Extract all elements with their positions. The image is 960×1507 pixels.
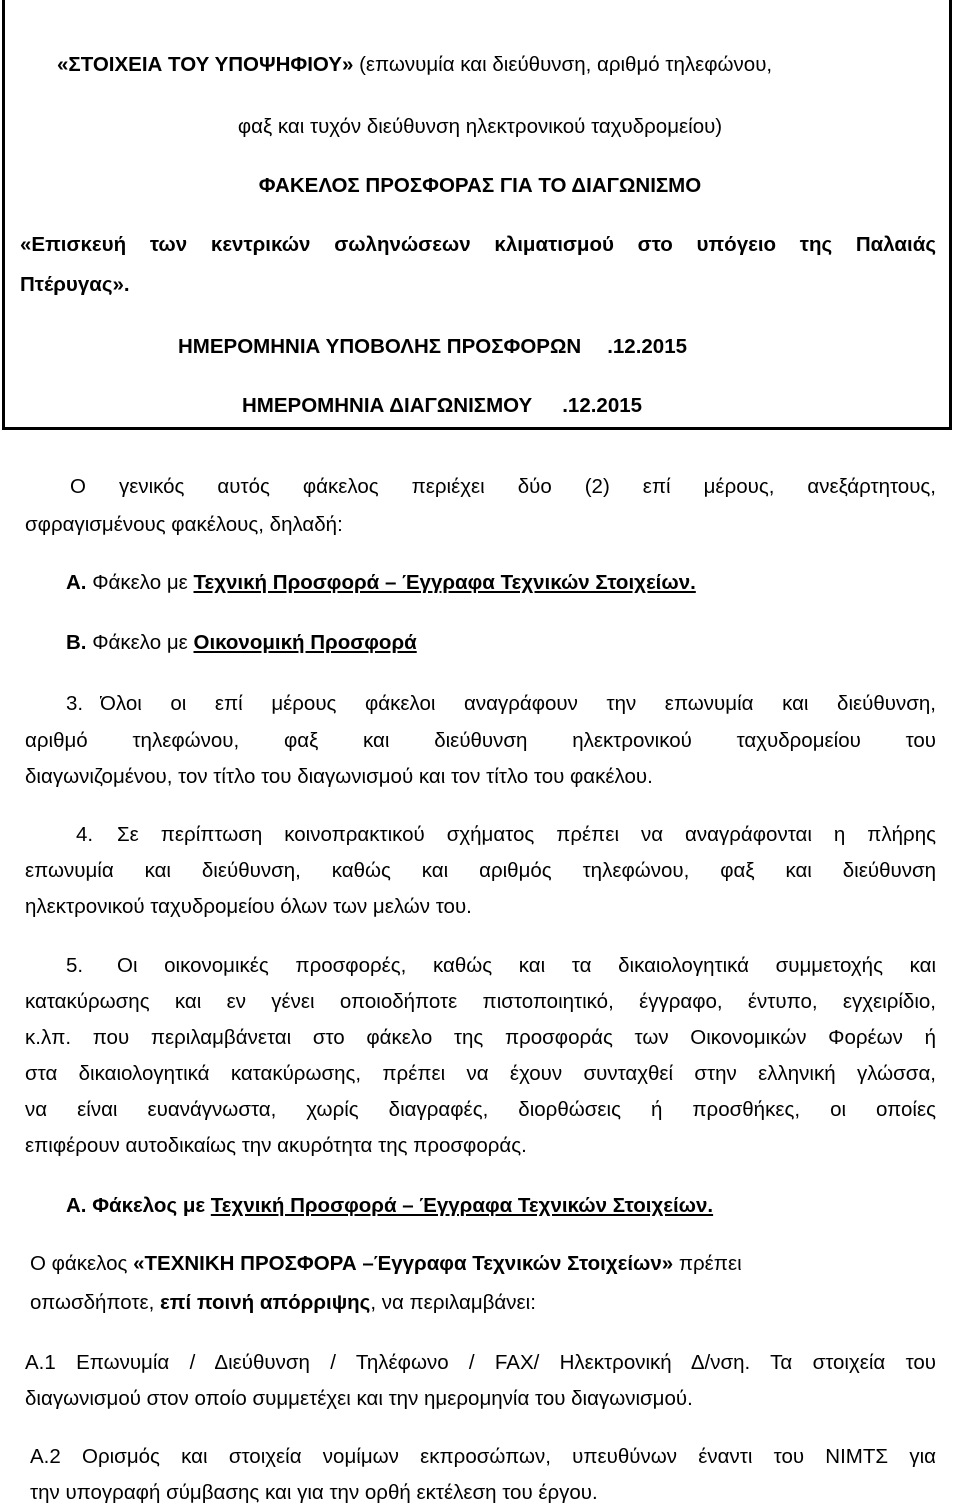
para4-line-1: Σε περίπτωση κοινοπρακτικού σχήματος πρέπει να αναγράφονται η πλήρης [117,823,936,846]
tender-date-label: ΗΜΕΡΟΜΗΝΙΑ ΔΙΑΓΩΝΙΣΜΟΥ [242,394,533,417]
candidate-desc-1: (επωνυμία και διεύθυνση, αριθμό τηλεφώνου, [359,53,773,76]
para3-line-1: Όλοι οι επί μέρους φάκελοι αναγράφουν την επωνυμία και διεύθυνση, [100,692,936,715]
section-a-line-1 [30,1251,742,1277]
section-a-line-2-start: οπωσδήποτε, [30,1291,155,1314]
a1-line-1: Α.1 Επωνυμία / Διεύθυνση / Τηλέφωνο / FAX/ Ηλεκτρονική Δ/νση. Τα στοιχεία του [25,1351,936,1374]
para3-line-2: αριθμό τηλεφώνου, φαξ και διεύθυνση ηλεκτρονικού ταχυδρομείου του [25,729,936,752]
section-a-line-2-end: , να περιλαμβάνει: [370,1291,536,1314]
para5-line-4: στα δικαιολογητικά κατακύρωσης, πρέπει να έχουν συνταχθεί στην ελληνική γλώσσα, [25,1062,936,1085]
para5-line-6: επιφέρουν αυτοδικαίως την ακυρότητα της προσφοράς. [25,1134,527,1157]
envelope-a-title: Τεχνική Προσφορά – Έγγραφα Τεχνικών Στοιχείων. [193,571,696,594]
section-a-line-2-bold: επί ποινή απόρριψης [160,1291,371,1314]
submission-date-label: ΗΜΕΡΟΜΗΝΙΑ ΥΠΟΒΟΛΗΣ ΠΡΟΣΦΟΡΩΝ [178,335,582,358]
envelope-b-prefix: Β. [66,631,87,654]
intro-line-1: Ο γενικός αυτός φάκελος περιέχει δύο (2) επί μέρους, ανεξάρτητους, [70,475,936,498]
tender-date-line [242,393,642,419]
para5-number: 5. [66,954,84,977]
section-a-prefix: Α. Φάκελος με [66,1194,206,1217]
envelope-a-prefix: Α. [66,571,87,594]
para3-line-3: διαγωνιζομένου, τον τίτλο του διαγωνισμού και τον τίτλο του φακέλου. [25,765,653,788]
envelope-b-title: Οικονομική Προσφορά [193,631,417,654]
para5-line-3: κ.λπ. που περιλαμβάνεται στο φάκελο της προσφοράς των Οικονομικών Φορέων ή [25,1026,936,1049]
candidate-label: «ΣΤΟΙΧΕΙΑ ΤΟΥ ΥΠΟΨΗΦΙΟΥ» [57,53,354,76]
envelope-b-text: Φάκελο με [92,631,188,654]
project-title-line-2: Πτέρυγας». [20,273,130,296]
section-a-line-1-end: πρέπει [678,1252,742,1275]
a1-line-2: διαγωνισμού στον οποίο συμμετέχει και την ημερομηνία του διαγωνισμού. [25,1387,693,1410]
submission-date-value: .12.2015 [607,335,688,358]
para3-number: 3. [66,692,84,715]
para5-line-2: κατακύρωσης και εν γένει οποιοδήποτε πιστοποιητικό, έγγραφο, έντυπο, εγχειρίδιο, [25,990,936,1013]
submission-date-line [178,334,687,360]
envelope-a-text: Φάκελο με [92,571,188,594]
section-a-title: Τεχνική Προσφορά – Έγγραφα Τεχνικών Στοιχείων. [210,1194,714,1217]
para4-line-3: ηλεκτρονικού ταχυδρομείου όλων των μελών του. [25,895,472,918]
tender-date-value: .12.2015 [562,394,643,417]
envelope-b-line [66,630,417,656]
a2-line-1: Α.2 Ορισμός και στοιχεία νομίμων εκπροσώπων, υπευθύνων έναντι του ΝΙΜΤΣ για [30,1445,936,1468]
section-a-line-1-bold: «ΤΕΧΝΙΚΗ ΠΡΟΣΦΟΡΑ –Έγγραφα Τεχνικών Στοιχείων» [133,1252,674,1275]
envelope-a-line [66,570,696,596]
project-title-line-1: «Επισκευή των κεντρικών σωληνώσεων κλιματισμού στο υπόγειο της Παλαιάς [20,233,936,256]
para5-line-1: Οι οικονομικές προσφορές, καθώς και τα δικαιολογητικά συμμετοχής και [117,954,936,977]
section-a-heading [66,1193,713,1219]
envelope-title: ΦΑΚΕΛΟΣ ΠΡΟΣΦΟΡΑΣ ΓΙΑ ΤΟ ΔΙΑΓΩΝΙΣΜΟ [258,174,702,197]
candidate-line [57,52,772,78]
section-a-line-1-start: Ο φάκελος [30,1252,128,1275]
para5-line-5: να είναι ευανάγνωστα, χωρίς διαγραφές, διορθώσεις ή προσθήκες, οι οποίες [25,1098,936,1121]
para4-line-2: επωνυμία και διεύθυνση, καθώς και αριθμός τηλεφώνου, φαξ και διεύθυνση [25,859,936,882]
para4-number: 4. [76,823,94,846]
section-a-line-2 [30,1290,536,1316]
a2-line-2: την υπογραφή σύμβασης και για την ορθή εκτέλεση του έργου. [30,1481,598,1504]
candidate-desc-2: φαξ και τυχόν διεύθυνση ηλεκτρονικού ταχυδρομείου) [237,115,723,138]
intro-line-2: σφραγισμένους φακέλους, δηλαδή: [25,513,343,536]
